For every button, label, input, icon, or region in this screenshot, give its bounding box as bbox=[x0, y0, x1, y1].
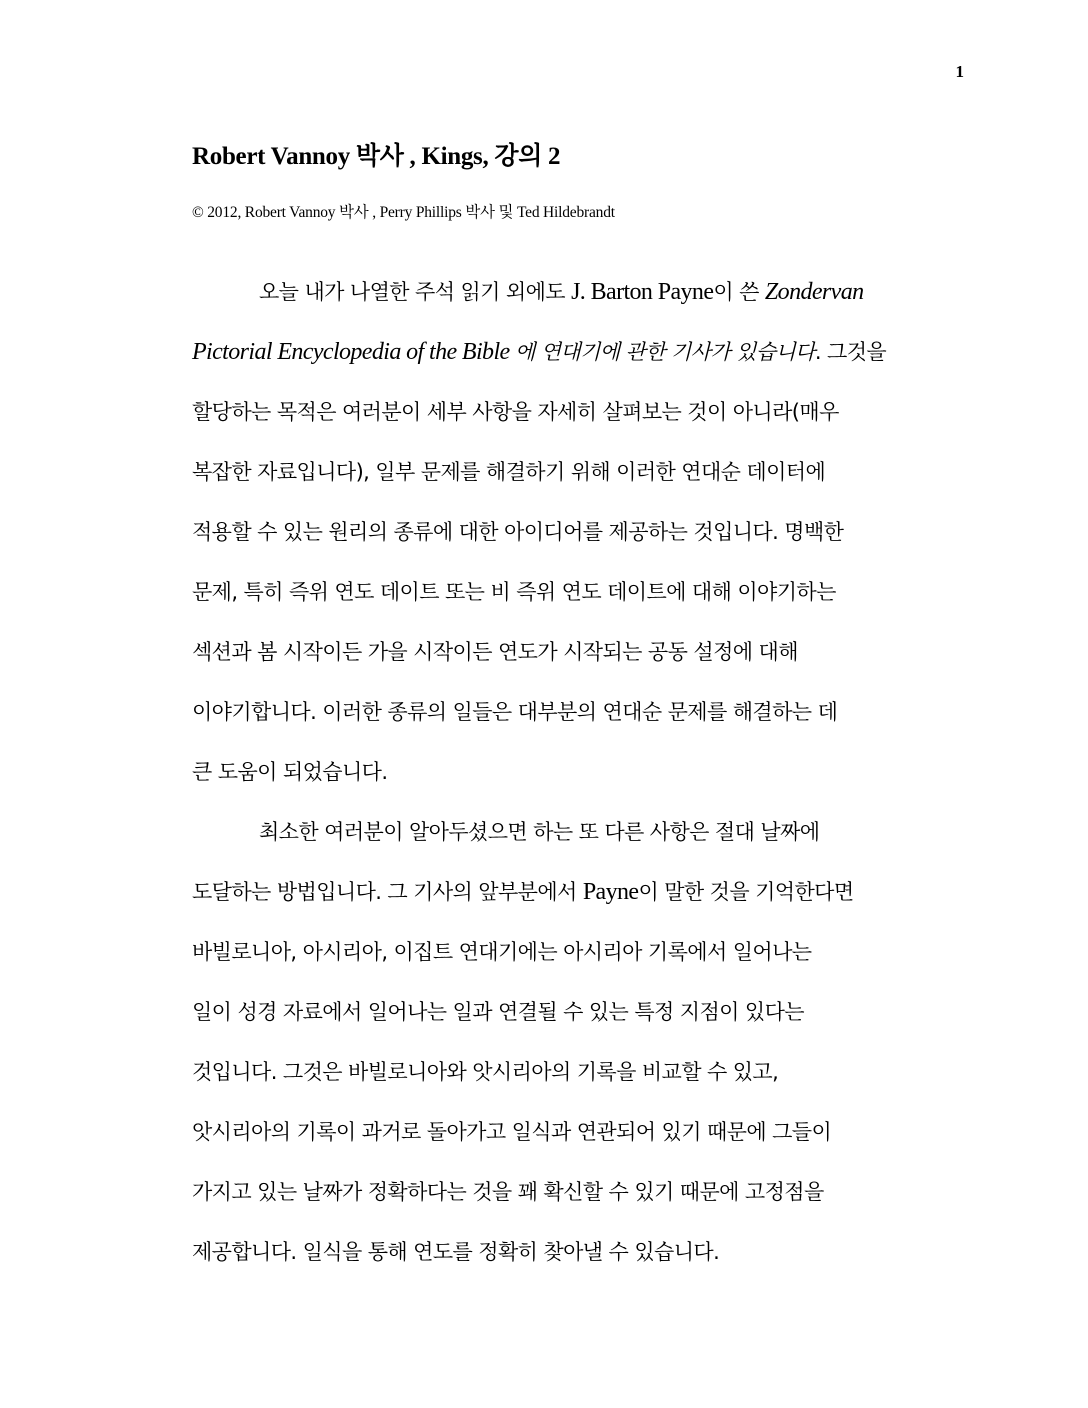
book-title: Pictorial Encyclopedia of the Bible bbox=[192, 339, 515, 365]
document-title: Robert Vannoy 박사 , Kings, 강의 2 bbox=[192, 143, 561, 170]
paragraph-1-line-4: 복잡한 자료입니다), 일부 문제를 해결하기 위해 이러한 연대순 데이터에 bbox=[192, 460, 826, 484]
paragraph-1-line-3: 할당하는 목적은 여러분이 세부 사항을 자세히 살펴보는 것이 아니라(매우 bbox=[192, 400, 839, 424]
paragraph-2-line-2 bbox=[192, 876, 854, 908]
text-run: 에 연대기에 관한 기사가 있습니다 bbox=[514, 340, 815, 364]
paragraph-2-line-8: 제공합니다. 일식을 통해 연도를 정확히 찾아낼 수 있습니다. bbox=[192, 1240, 720, 1264]
paragraph-2-line-6: 앗시리아의 기록이 과거로 돌아가고 일식과 연관되어 있기 때문에 그들이 bbox=[192, 1120, 832, 1144]
paragraph-2-line-7: 가지고 있는 날짜가 정확하다는 것을 꽤 확신할 수 있기 때문에 고정점을 bbox=[192, 1180, 824, 1204]
paragraph-2-line-5: 것입니다. 그것은 바빌로니아와 앗시리아의 기록을 비교할 수 있고, bbox=[192, 1060, 779, 1084]
paragraph-1-line-2 bbox=[192, 336, 886, 368]
paragraph-1-line-8: 이야기합니다. 이러한 종류의 일들은 대부분의 연대순 문제를 해결하는 데 bbox=[192, 700, 838, 724]
paragraph-1-line-7: 섹션과 봄 시작이든 가을 시작이든 연도가 시작되는 공동 설정에 대해 bbox=[192, 640, 798, 664]
author-name: J. Barton Payne bbox=[571, 279, 714, 305]
page-number: 1 bbox=[955, 62, 964, 81]
paragraph-2-line-4: 일이 성경 자료에서 일어나는 일과 연결될 수 있는 특정 지점이 있다는 bbox=[192, 1000, 804, 1024]
paragraph-2-line-3: 바빌로니아, 아시리아, 이집트 연대기에는 아시리아 기록에서 일어나는 bbox=[192, 940, 812, 964]
copyright-line: © 2012, Robert Vannoy 박사 , Perry Phillips 박사 및 Ted Hildebrandt bbox=[192, 204, 615, 221]
paragraph-2-line-1: 최소한 여러분이 알아두셨으면 하는 또 다른 사항은 절대 날짜에 bbox=[259, 820, 820, 844]
text-run: 오늘 내가 나열한 주석 읽기 외에도 bbox=[259, 280, 572, 304]
book-title: Zondervan bbox=[764, 279, 864, 305]
paragraph-1-line-5: 적용할 수 있는 원리의 종류에 대한 아이디어를 제공하는 것입니다. 명백한 bbox=[192, 520, 844, 544]
text-run: 이 말한 것을 기억한다면 bbox=[638, 880, 854, 904]
paragraph-1-line-1 bbox=[259, 276, 864, 308]
author-name: Payne bbox=[582, 879, 639, 905]
text-run: 도달하는 방법입니다. 그 기사의 앞부분에서 bbox=[192, 880, 583, 904]
text-run: 이 쓴 bbox=[713, 280, 765, 304]
text-run: . 그것을 bbox=[814, 340, 887, 364]
paragraph-1-line-6: 문제, 특히 즉위 연도 데이트 또는 비 즉위 연도 데이트에 대해 이야기하는 bbox=[192, 580, 836, 604]
paragraph-1-line-9: 큰 도움이 되었습니다. bbox=[192, 760, 388, 784]
